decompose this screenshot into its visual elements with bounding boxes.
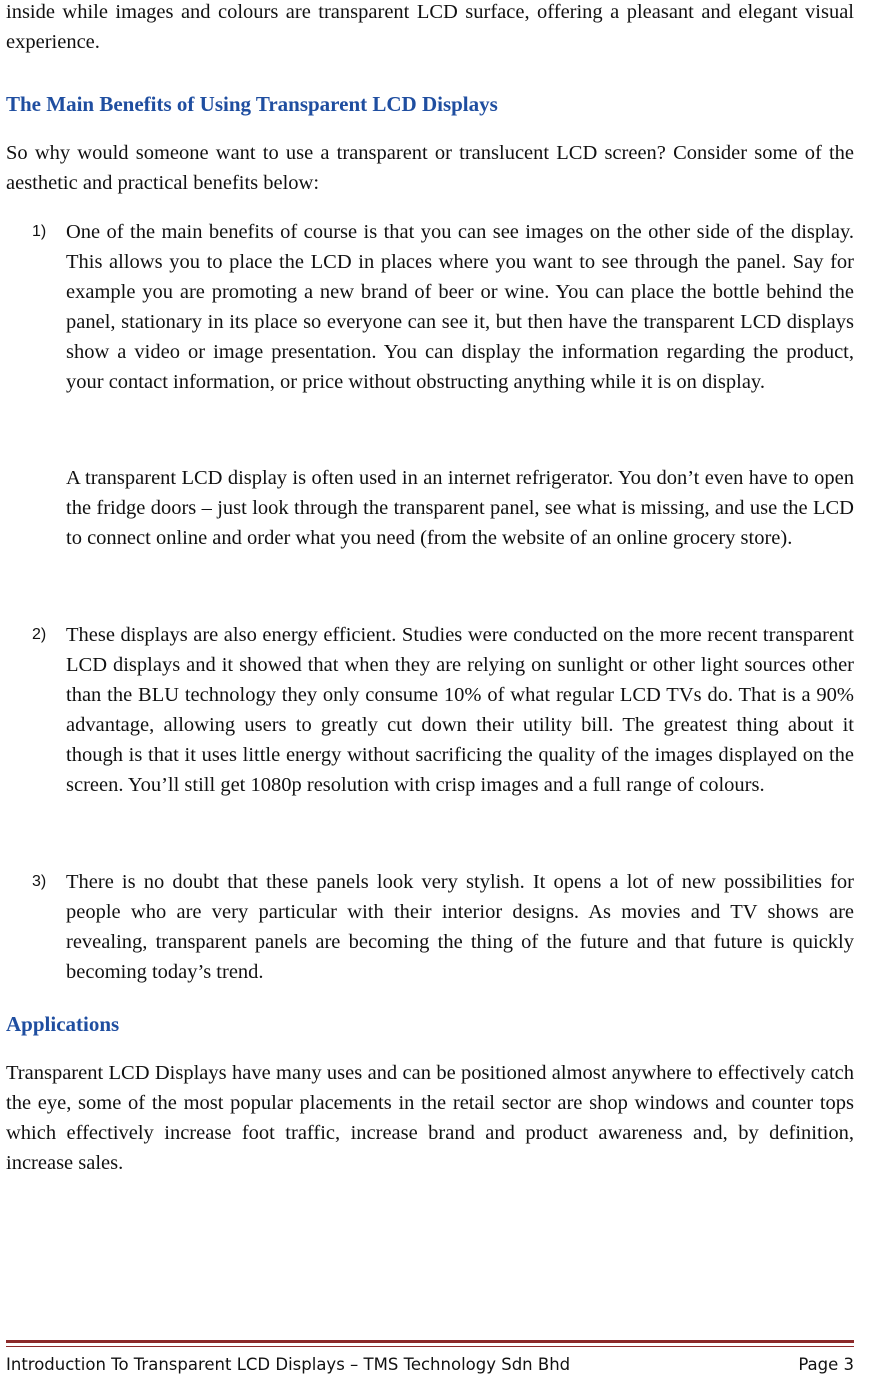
footer-rule-thick <box>6 1340 854 1343</box>
list-item-text: One of the main benefits of course is that you can see images on the other side of the display. This allows you to place the LCD in places where you want to see through the panel. Say for example you are promoting a new brand of beer or wine. You can place the bottle behind the panel, stationary in its place so everyone can see it, but then have the transparent LCD displays show a video or image presentation. You can display the information regarding the product, your contact information, or price without obstructing anything while it is on display. <box>66 221 854 393</box>
footer-title: Introduction To Transparent LCD Displays – TMS Technology Sdn Bhd <box>6 1355 571 1374</box>
page-number: Page 3 <box>798 1355 854 1374</box>
intro-continuation: inside while images and colours are transparent LCD surface, offering a pleasant and elegant visual experience. <box>6 1 854 53</box>
list-number: 2) <box>32 626 47 643</box>
list-item-text: These displays are also energy efficient. Studies were conducted on the more recent transparent LCD displays and it showed that when they are relying on sunlight or other light sources other than the BLU technology they only consume 10% of what regular LCD TVs do. That is a 90% advantage, allowing users to greatly cut down their utility bill. The greatest thing about it though is that it uses little energy without sacrificing the quality of the images displayed on the screen. You’ll still get 1080p resolution with crisp images and a full range of colours. <box>66 624 854 796</box>
footer-rule-thin <box>6 1346 854 1347</box>
fridge-paragraph: A transparent LCD display is often used in an internet refrigerator. You don’t even have to open the fridge doors – just look through the transparent panel, see what is missing, and use the LCD to connect online and order what you need (from the website of an online grocery store). <box>66 467 854 549</box>
benefits-heading: The Main Benefits of Using Transparent LCD Displays <box>6 92 498 116</box>
applications-text: Transparent LCD Displays have many uses and can be positioned almost anywhere to effectively catch the eye, some of the most popular placements in the retail sector are shop windows and counter tops which effectively increase foot traffic, increase brand and product awareness and, by definition, increase sales. <box>6 1062 854 1174</box>
page-footer <box>6 1353 854 1377</box>
applications-heading: Applications <box>6 1012 120 1036</box>
list-item-3 <box>6 867 854 987</box>
list-number: 1) <box>32 223 47 240</box>
list-item-2 <box>6 620 854 800</box>
list-item-text: There is no doubt that these panels look very stylish. It opens a lot of new possibilities for people who are very particular with their interior designs. As movies and TV shows are revealing, transparent panels are becoming the thing of the future and that future is quickly becoming today’s trend. <box>66 871 854 983</box>
benefits-intro: So why would someone want to use a transparent or translucent LCD screen? Consider some of the aesthetic and practical benefits below: <box>6 142 854 194</box>
list-item-1 <box>6 217 854 397</box>
list-number: 3) <box>32 873 47 890</box>
document-page <box>6 0 854 1178</box>
